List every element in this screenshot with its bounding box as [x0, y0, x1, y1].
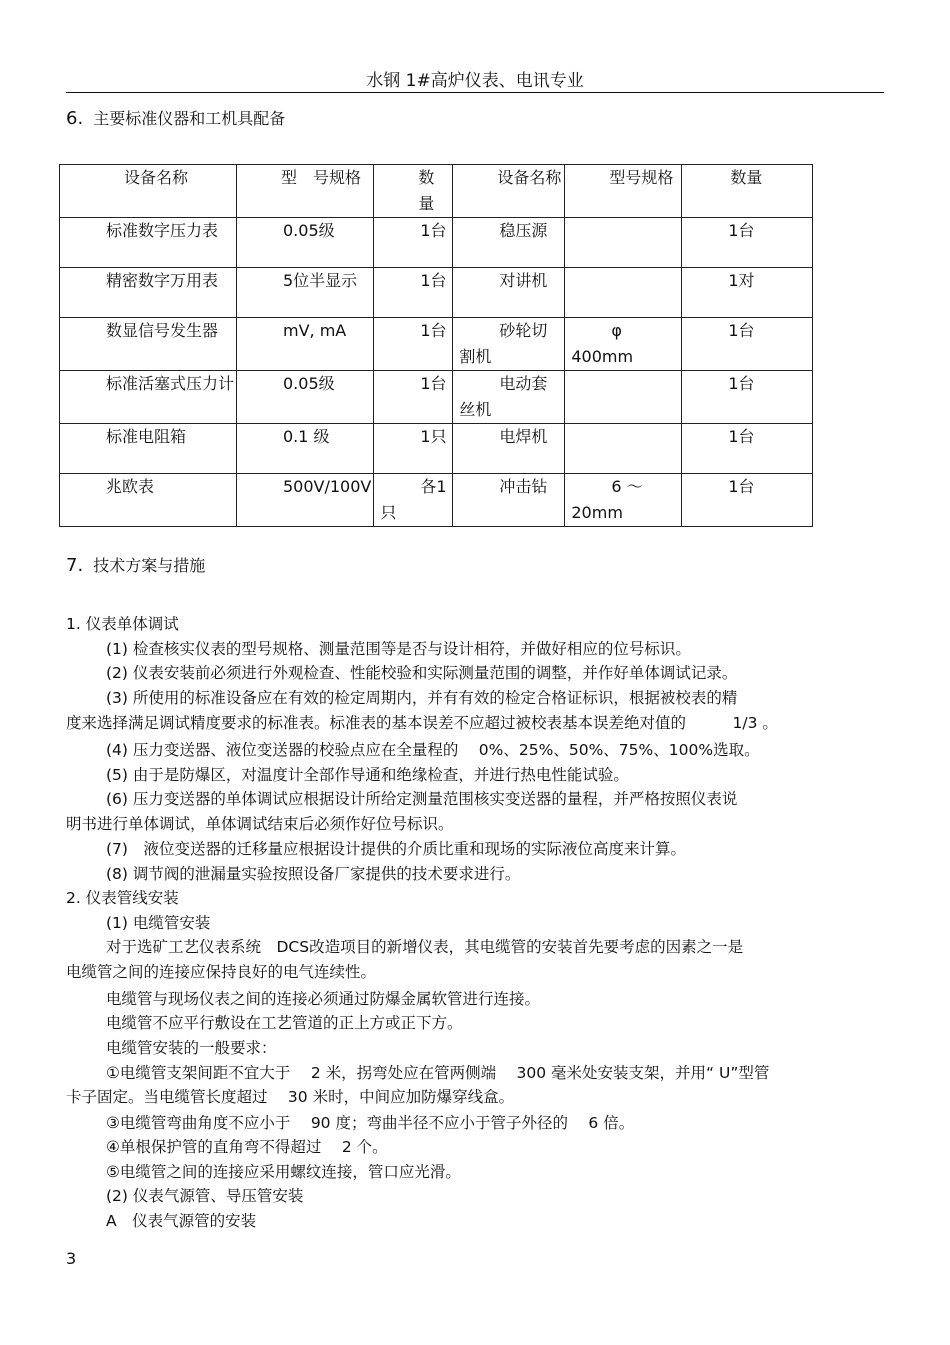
page-header: 水钢 1#高炉仪表、电讯专业: [366, 71, 584, 91]
paragraph-line: 电缆管之间的连接应保持良好的电气连续性。: [66, 963, 377, 981]
header-cell: 数 量: [374, 165, 453, 218]
table-cell: 1台: [374, 371, 453, 424]
section-7-heading: [66, 553, 205, 576]
section-6-heading: [66, 106, 285, 129]
paragraph-line: (2) 仪表安装前必须进行外观检查、性能校验和实际测量范围的调整，并作好单体调试记录。: [106, 664, 738, 682]
paragraph-line: ④单根保护管的直角弯不得超过 2 个。: [106, 1138, 388, 1156]
table-cell: 6 ～ 20mm: [565, 474, 682, 527]
table-cell: 1台: [374, 318, 453, 371]
table-cell: 稳压源: [453, 218, 565, 268]
paragraph-line: 对于选矿工艺仪表系统 DCS改造项目的新增仪表，其电缆管的安装首先要考虑的因素之一是: [106, 938, 744, 956]
table-row: [60, 318, 813, 371]
table-cell: 0.05级: [237, 371, 374, 424]
table-row: [60, 218, 813, 268]
header-cell: 设备名称: [453, 165, 565, 218]
paragraph-line: (1) 检查核实仪表的型号规格、测量范围等是否与设计相符，并做好相应的位号标识。: [106, 640, 691, 658]
table-row: [60, 424, 813, 474]
table-cell: 各1只: [374, 474, 453, 527]
header-rule: [66, 92, 884, 93]
paragraph-line: 度来选择满足调试精度要求的标准表。标准表的基本误差不应超过被校表基本误差绝对值的 1/3 。: [66, 714, 778, 732]
table-cell: 电焊机: [453, 424, 565, 474]
paragraph-line: 明书进行单体调试，单体调试结束后必须作好位号标识。: [66, 815, 454, 833]
table-cell: 标准数字压力表: [60, 218, 237, 268]
paragraph-line: A 仪表气源管的安装: [106, 1212, 257, 1230]
header-cell: 设备名称: [60, 165, 237, 218]
table-cell: 砂轮切割机: [453, 318, 565, 371]
table-cell: [565, 268, 682, 318]
paragraph-line: (8) 调节阀的泄漏量实验按照设备厂家提供的技术要求进行。: [106, 865, 521, 883]
paragraph-line: (5) 由于是防爆区，对温度计全部作导通和绝缘检查，并进行热电性能试验。: [106, 766, 629, 784]
table-cell: 1只: [374, 424, 453, 474]
section-number: 7.: [66, 555, 84, 576]
table-cell: φ 400mm: [565, 318, 682, 371]
paragraph-line: 电缆管不应平行敷设在工艺管道的正上方或正下方。: [106, 1014, 463, 1032]
table-cell: 1台: [682, 218, 813, 268]
table-cell: 精密数字万用表: [60, 268, 237, 318]
table-cell: 1台: [682, 318, 813, 371]
table-cell: 1台: [682, 424, 813, 474]
table-cell: 数显信号发生器: [60, 318, 237, 371]
paragraph-line: (6) 压力变送器的单体调试应根据设计所给定测量范围核实变送器的量程，并严格按照仪表说: [106, 790, 738, 808]
table-header-row: [60, 165, 813, 218]
table-cell: 1台: [682, 474, 813, 527]
table-cell: 标准活塞式压力计: [60, 371, 237, 424]
table-cell: 标准电阻箱: [60, 424, 237, 474]
table-cell: 0.1 级: [237, 424, 374, 474]
table-cell: [565, 424, 682, 474]
table-cell: mV, mA: [237, 318, 374, 371]
table-row: [60, 371, 813, 424]
table-cell: 对讲机: [453, 268, 565, 318]
paragraph-line: ⑤电缆管之间的连接应采用螺纹连接，管口应光滑。: [106, 1163, 461, 1181]
section-title: 技术方案与措施: [93, 556, 206, 575]
header-cell: 型 号规格: [237, 165, 374, 218]
table-cell: 500V/100V: [237, 474, 374, 527]
table-cell: 冲击钻: [453, 474, 565, 527]
table-cell: [565, 218, 682, 268]
paragraph-line: (1) 电缆管安装: [106, 914, 211, 932]
equipment-table: [59, 164, 813, 527]
paragraph-line: (3) 所使用的标准设备应在有效的检定周期内，并有有效的检定合格证标识，根据被校表的精: [106, 689, 738, 707]
table-row: [60, 268, 813, 318]
paragraph-line: 电缆管与现场仪表之间的连接必须通过防爆金属软管进行连接。: [106, 990, 541, 1008]
paragraph-line: (7) 液位变送器的迁移量应根据设计提供的介质比重和现场的实际液位高度来计算。: [106, 840, 686, 858]
table-cell: 1台: [374, 268, 453, 318]
header-cell: 数量: [682, 165, 813, 218]
table-cell: 1对: [682, 268, 813, 318]
table-row: [60, 474, 813, 527]
section-number: 6.: [66, 108, 84, 129]
table-cell: 0.05级: [237, 218, 374, 268]
paragraph-line: (2) 仪表气源管、导压管安装: [106, 1187, 304, 1205]
subheading: 1. 仪表单体调试: [66, 615, 179, 633]
page-number: 3: [66, 1249, 77, 1268]
table-cell: 兆欧表: [60, 474, 237, 527]
paragraph-line: (4) 压力变送器、液位变送器的校验点应在全量程的 0%、25%、50%、75%、100%选取。: [106, 741, 760, 759]
paragraph-line: 卡子固定。当电缆管长度超过 30 米时，中间应加防爆穿线盒。: [66, 1088, 515, 1106]
table-cell: 电动套丝机: [453, 371, 565, 424]
table-cell: [565, 371, 682, 424]
header-cell: 型号规格: [565, 165, 682, 218]
section-title: 主要标准仪器和工机具配备: [93, 109, 286, 128]
table-cell: 1台: [374, 218, 453, 268]
table-cell: 5位半显示: [237, 268, 374, 318]
paragraph-line: ③电缆管弯曲角度不应小于 90 度；弯曲半径不应小于管子外径的 6 倍。: [106, 1114, 635, 1132]
subheading: 2. 仪表管线安装: [66, 889, 179, 907]
paragraph-line: 电缆管安装的一般要求：: [106, 1039, 277, 1057]
table-cell: 1台: [682, 371, 813, 424]
paragraph-line: ①电缆管支架间距不宜大于 2 米，拐弯处应在管两侧端 300 毫米处安装支架，并用“ U”型管: [106, 1064, 770, 1082]
